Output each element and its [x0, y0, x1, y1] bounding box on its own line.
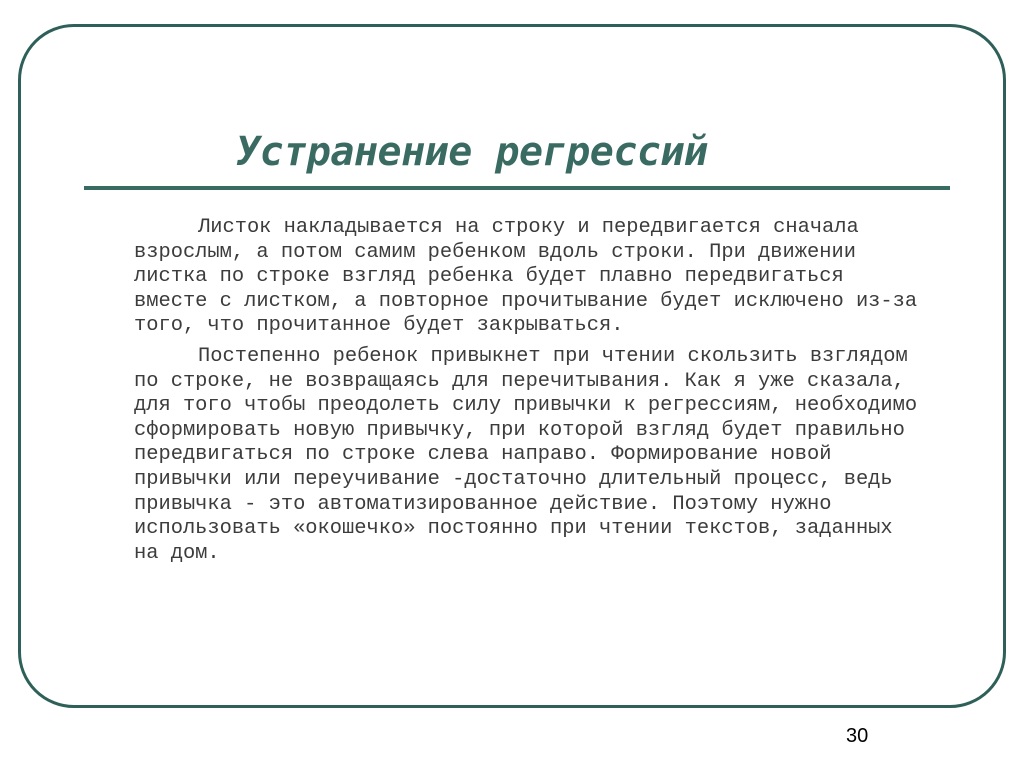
- title-divider: [84, 186, 950, 190]
- paragraph-2: Постепенно ребенок привыкнет при чтении скользить взглядом по строке, не возвращаясь для перечитывания. Как я уже сказала, для того чтобы преодолеть силу привычки к регрессиям, необходимо сформировать новую привычку, при которой взгляд будет правильно передвигаться по строке слева направо. Формирование новой привычки или переучивание -достаточно длительный процесс, ведь привычка - это автоматизированное действие. Поэтому нужно использовать «окошечко» постоянно при чтении текстов, заданных на дом.: [134, 344, 918, 565]
- paragraph-1: Листок накладывается на строку и передвигается сначала взрослым, а потом самим ребенком вдоль строки. При движении листка по строке взгляд ребенка будет плавно передвигаться вместе с листком, а повторное прочитывание будет исключено из-за того, что прочитанное будет закрываться.: [134, 216, 918, 338]
- slide-title: Устранение регрессий: [236, 129, 708, 175]
- page-number: 30: [846, 725, 869, 747]
- slide-body: [134, 216, 924, 572]
